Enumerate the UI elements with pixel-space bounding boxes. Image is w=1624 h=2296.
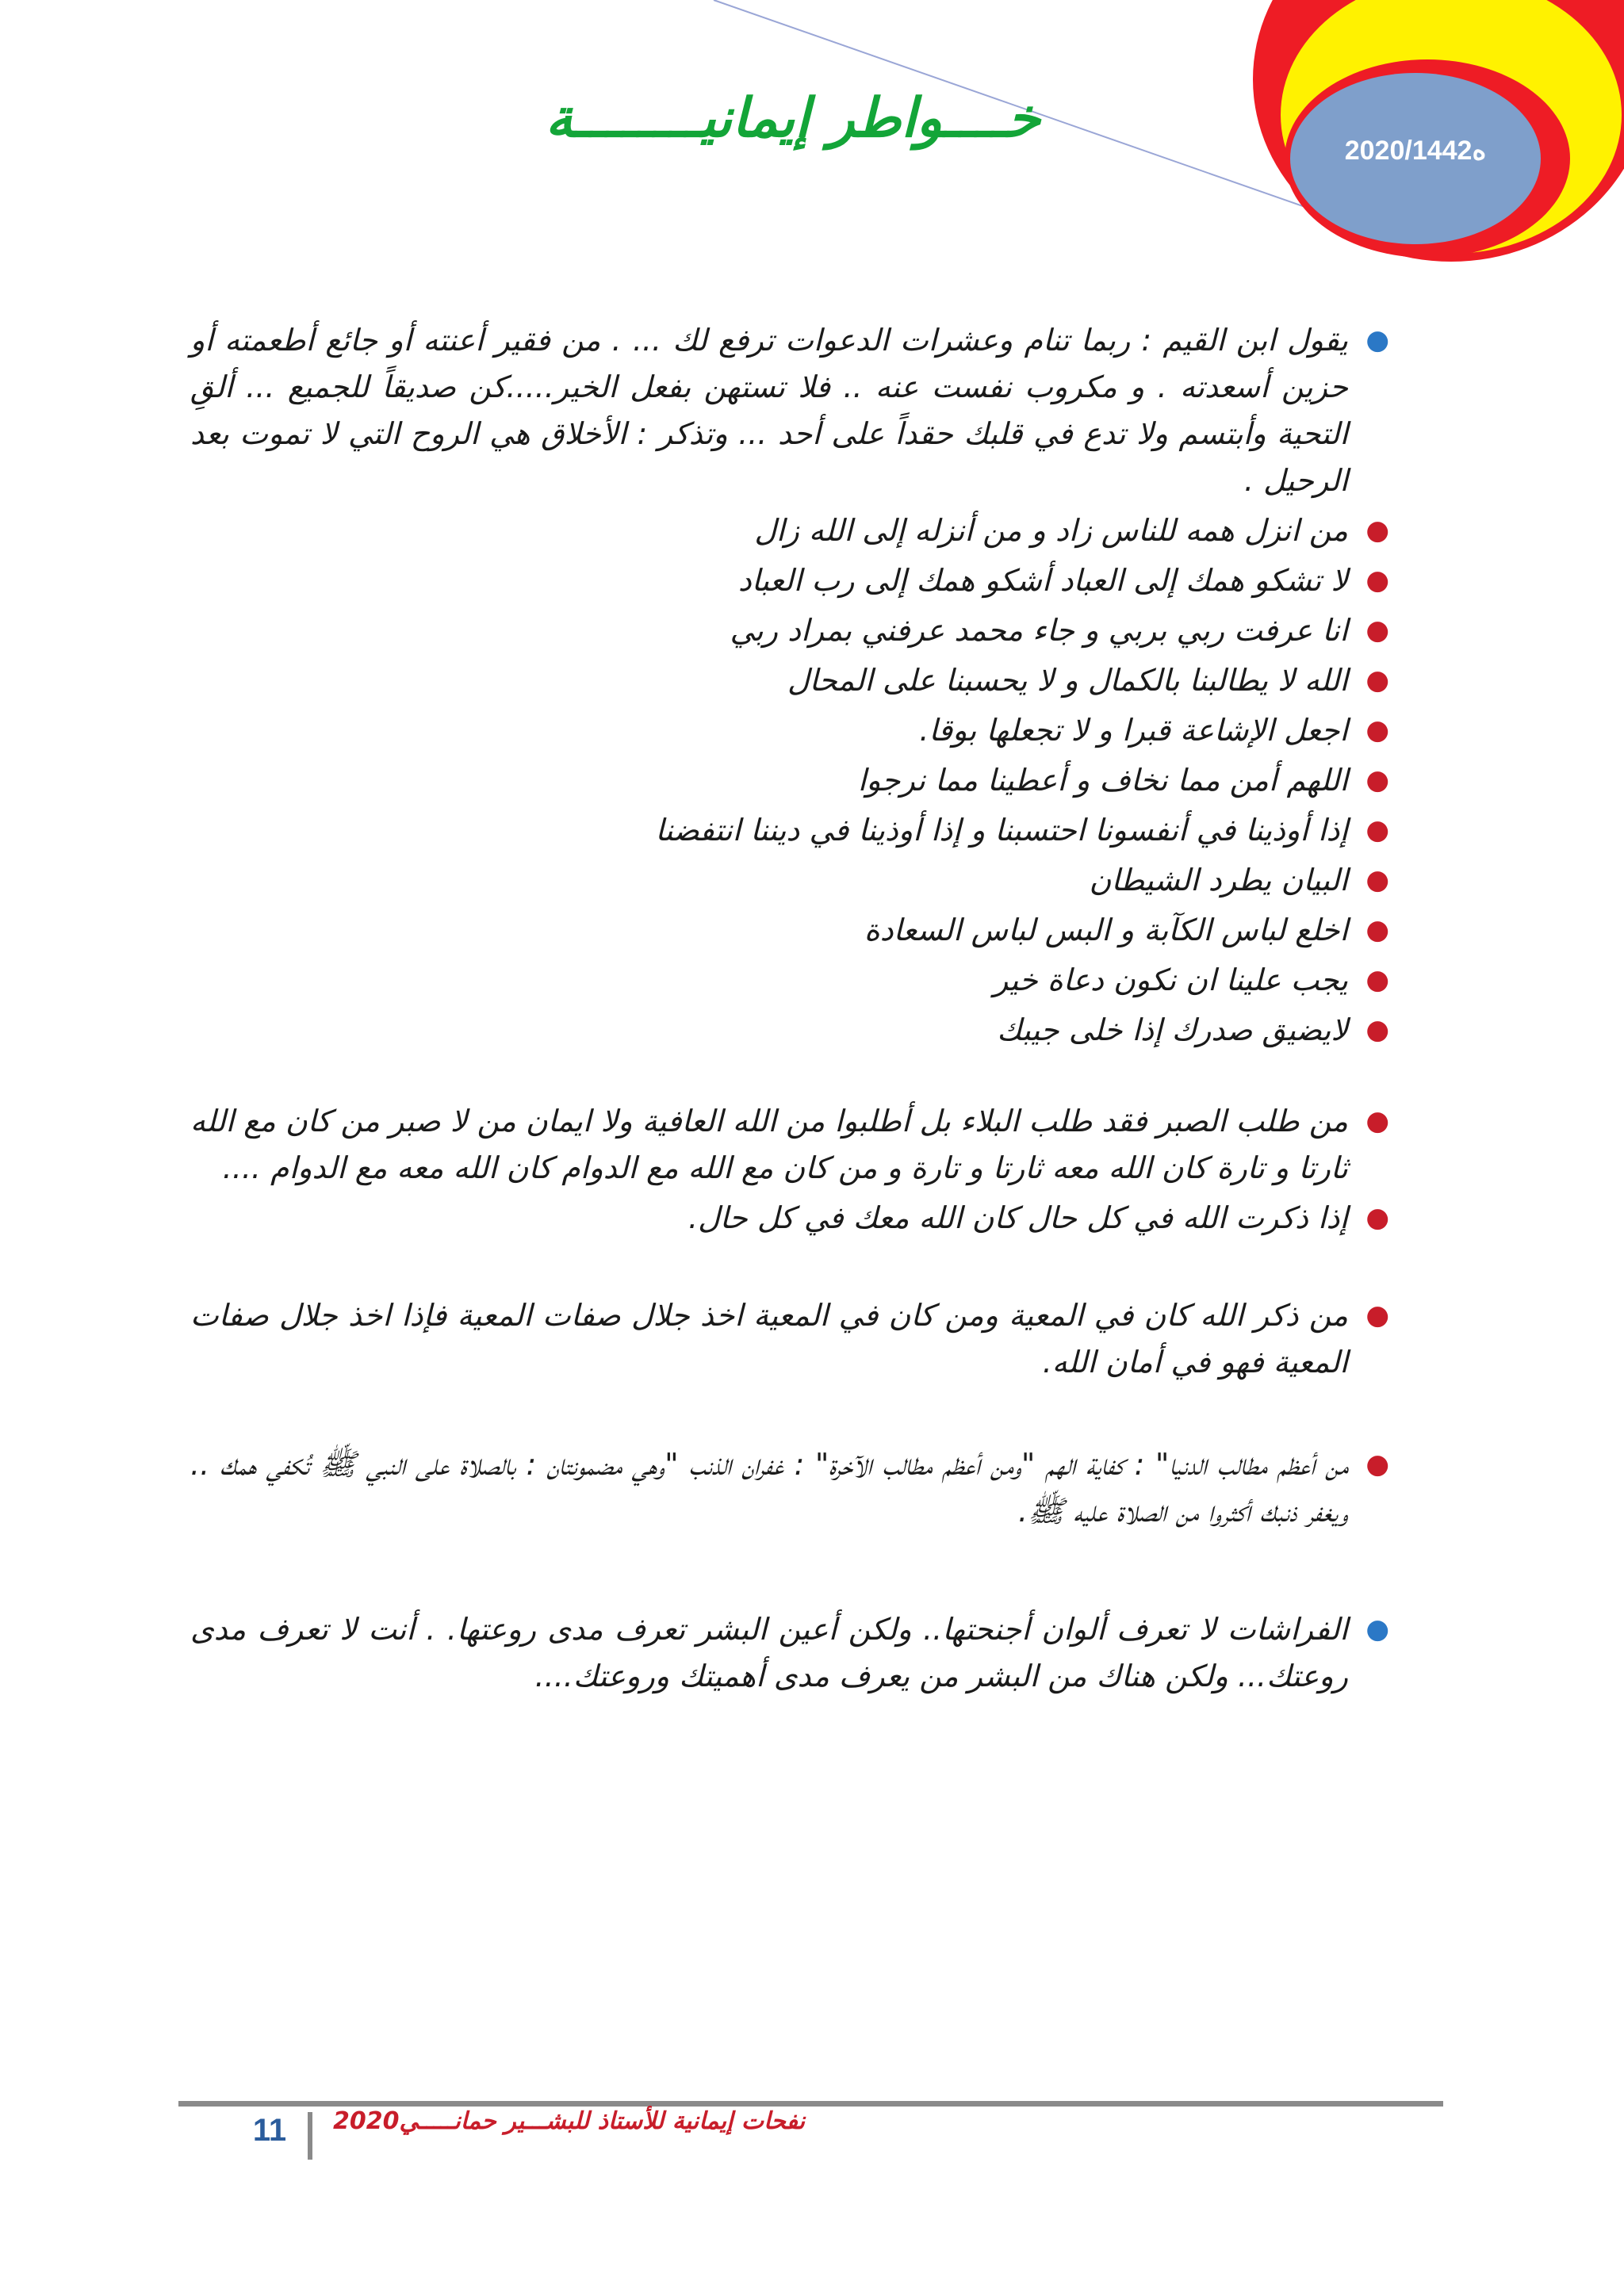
- list-item-text: إذا أوذينا في أنفسونا احتسبنا و إذا أوذينا في ديننا انتفضنا: [655, 813, 1348, 848]
- footer-title: نفحات إيمانية للأستاذ للبشـــير حمانـــــي2020: [333, 2107, 806, 2135]
- bullet-icon: ●: [1365, 1202, 1389, 1234]
- list-item: [190, 857, 1389, 904]
- bullet-icon: ●: [1365, 664, 1389, 696]
- list-item: [190, 957, 1389, 1004]
- list-item: [190, 1007, 1389, 1054]
- bullet-icon: ●: [1365, 1105, 1389, 1137]
- list-item-text: إذا ذكرت الله في كل حال كان الله معك في كل حال.: [688, 1200, 1348, 1235]
- list-item: [190, 807, 1389, 854]
- bullet-icon: ●: [1365, 614, 1389, 646]
- list-item-text: اللهم أمن مما نخاف و أعطينا مما نرجوا: [857, 763, 1348, 798]
- list-item-text: انا عرفت ربي بربي و جاء محمد عرفني بمراد ربي: [730, 613, 1348, 648]
- list-item: [190, 557, 1389, 604]
- list-item-text: الله لا يطالبنا بالكمال و لا يحسبنا على المحال: [787, 663, 1348, 698]
- list-item-text: من أعظم مطالب الدنيا" : كفاية الهم "ومن أعظم مطالب الآخرة" : غفران الذنب "وهي مضمونتان : بالصلاة على النبي ﷺ تُكفي همك .. ويغفر ذنبك أكثروا من الصلاة عليه ﷺ.: [190, 1447, 1348, 1529]
- list-item-text: الفراشات لا تعرف ألوان أجنحتها.. ولكن أعين البشر تعرف مدى روعتها. . أنت لا تعرف مدى روعتك... ولكن هناك من البشر من يعرف مدى أهميتك وروعتك....: [190, 1612, 1348, 1693]
- bullet-icon: ●: [1365, 1014, 1389, 1046]
- bullet-icon: ●: [1365, 764, 1389, 796]
- list-item: [190, 507, 1389, 554]
- list-item-text: اجعل الإشاعة قبرا و لا تجعلها بوقا.: [919, 713, 1348, 748]
- list-item-text: يجب علينا ان نكون دعاة خير: [993, 962, 1348, 997]
- list-item: [190, 707, 1389, 754]
- list-item: [190, 907, 1389, 954]
- list-item-text: لايضيق صدرك إذا خلى جيبك: [997, 1012, 1348, 1047]
- bullet-icon: ●: [1365, 714, 1389, 746]
- footer-divider: [178, 2101, 1443, 2107]
- list-item-text: اخلع لباس الكآبة و البس لباس السعادة: [864, 913, 1348, 947]
- bullet-icon: ●: [1365, 564, 1389, 596]
- bullet-icon: ●: [1365, 814, 1389, 846]
- list-item: [190, 607, 1389, 654]
- list-item: [190, 1441, 1389, 1535]
- list-item: [190, 657, 1389, 704]
- page-number: 11: [252, 2113, 287, 2148]
- bullet-icon: ●: [1365, 964, 1389, 996]
- bullet-icon: ●: [1365, 1448, 1389, 1480]
- bullet-icon: ●: [1365, 914, 1389, 946]
- bullet-icon: ●: [1365, 1299, 1389, 1331]
- bullet-icon: ●: [1365, 1613, 1389, 1645]
- bullet-icon: ●: [1365, 515, 1389, 546]
- list-item-text: من ذكر الله كان في المعية ومن كان في المعية اخذ جلال صفات المعية فإذا اخذ جلال صفات المعية فهو في أمان الله.: [190, 1298, 1348, 1380]
- list-item: [190, 1292, 1389, 1386]
- list-item: [190, 757, 1389, 804]
- list-item-text: لا تشكو همك إلى العباد أشكو همك إلى رب العباد: [737, 563, 1348, 598]
- list-item: [190, 1606, 1389, 1700]
- list-item: [190, 317, 1389, 504]
- content-list: [190, 317, 1389, 1703]
- list-item: [190, 1098, 1389, 1192]
- list-item-text: يقول ابن القيم : ربما تنام وعشرات الدعوات ترفع لك ... . من فقير أعنته أو جائع أطعمته أو حزين أسعدته . و مكروب نفست عنه .. فلا تستهن بفعل الخير.....كن صديقاً للجميع ... ألقِ التحية وأبتسم ولا تدع في قلبك حقداً على أحد ... وتذكر : الأخلاق هي الروح التي لا تموت بعد الرحيل .: [190, 323, 1348, 498]
- page-title: خــــواطر إيمانيــــــــة: [545, 87, 1041, 150]
- bullet-icon: ●: [1365, 324, 1389, 356]
- list-item-text: من انزل همه للناس زاد و من أنزله إلى الله زال: [754, 513, 1348, 548]
- bullet-icon: ●: [1365, 864, 1389, 896]
- footer-vertical-divider: [308, 2112, 312, 2160]
- list-item: [190, 1195, 1389, 1242]
- list-item-text: من طلب الصبر فقد طلب البلاء بل أطلبوا من الله العافية ولا ايمان من لا صبر من كان مع الله ثارتا و تارة كان الله معه ثارتا و تارة و من كان مع الله مع الدوام كان الله معه مع الدوام ....: [190, 1104, 1348, 1185]
- year-badge: 2020/ه1442: [1344, 136, 1487, 166]
- list-item-text: البيان يطرد الشيطان: [1089, 863, 1348, 897]
